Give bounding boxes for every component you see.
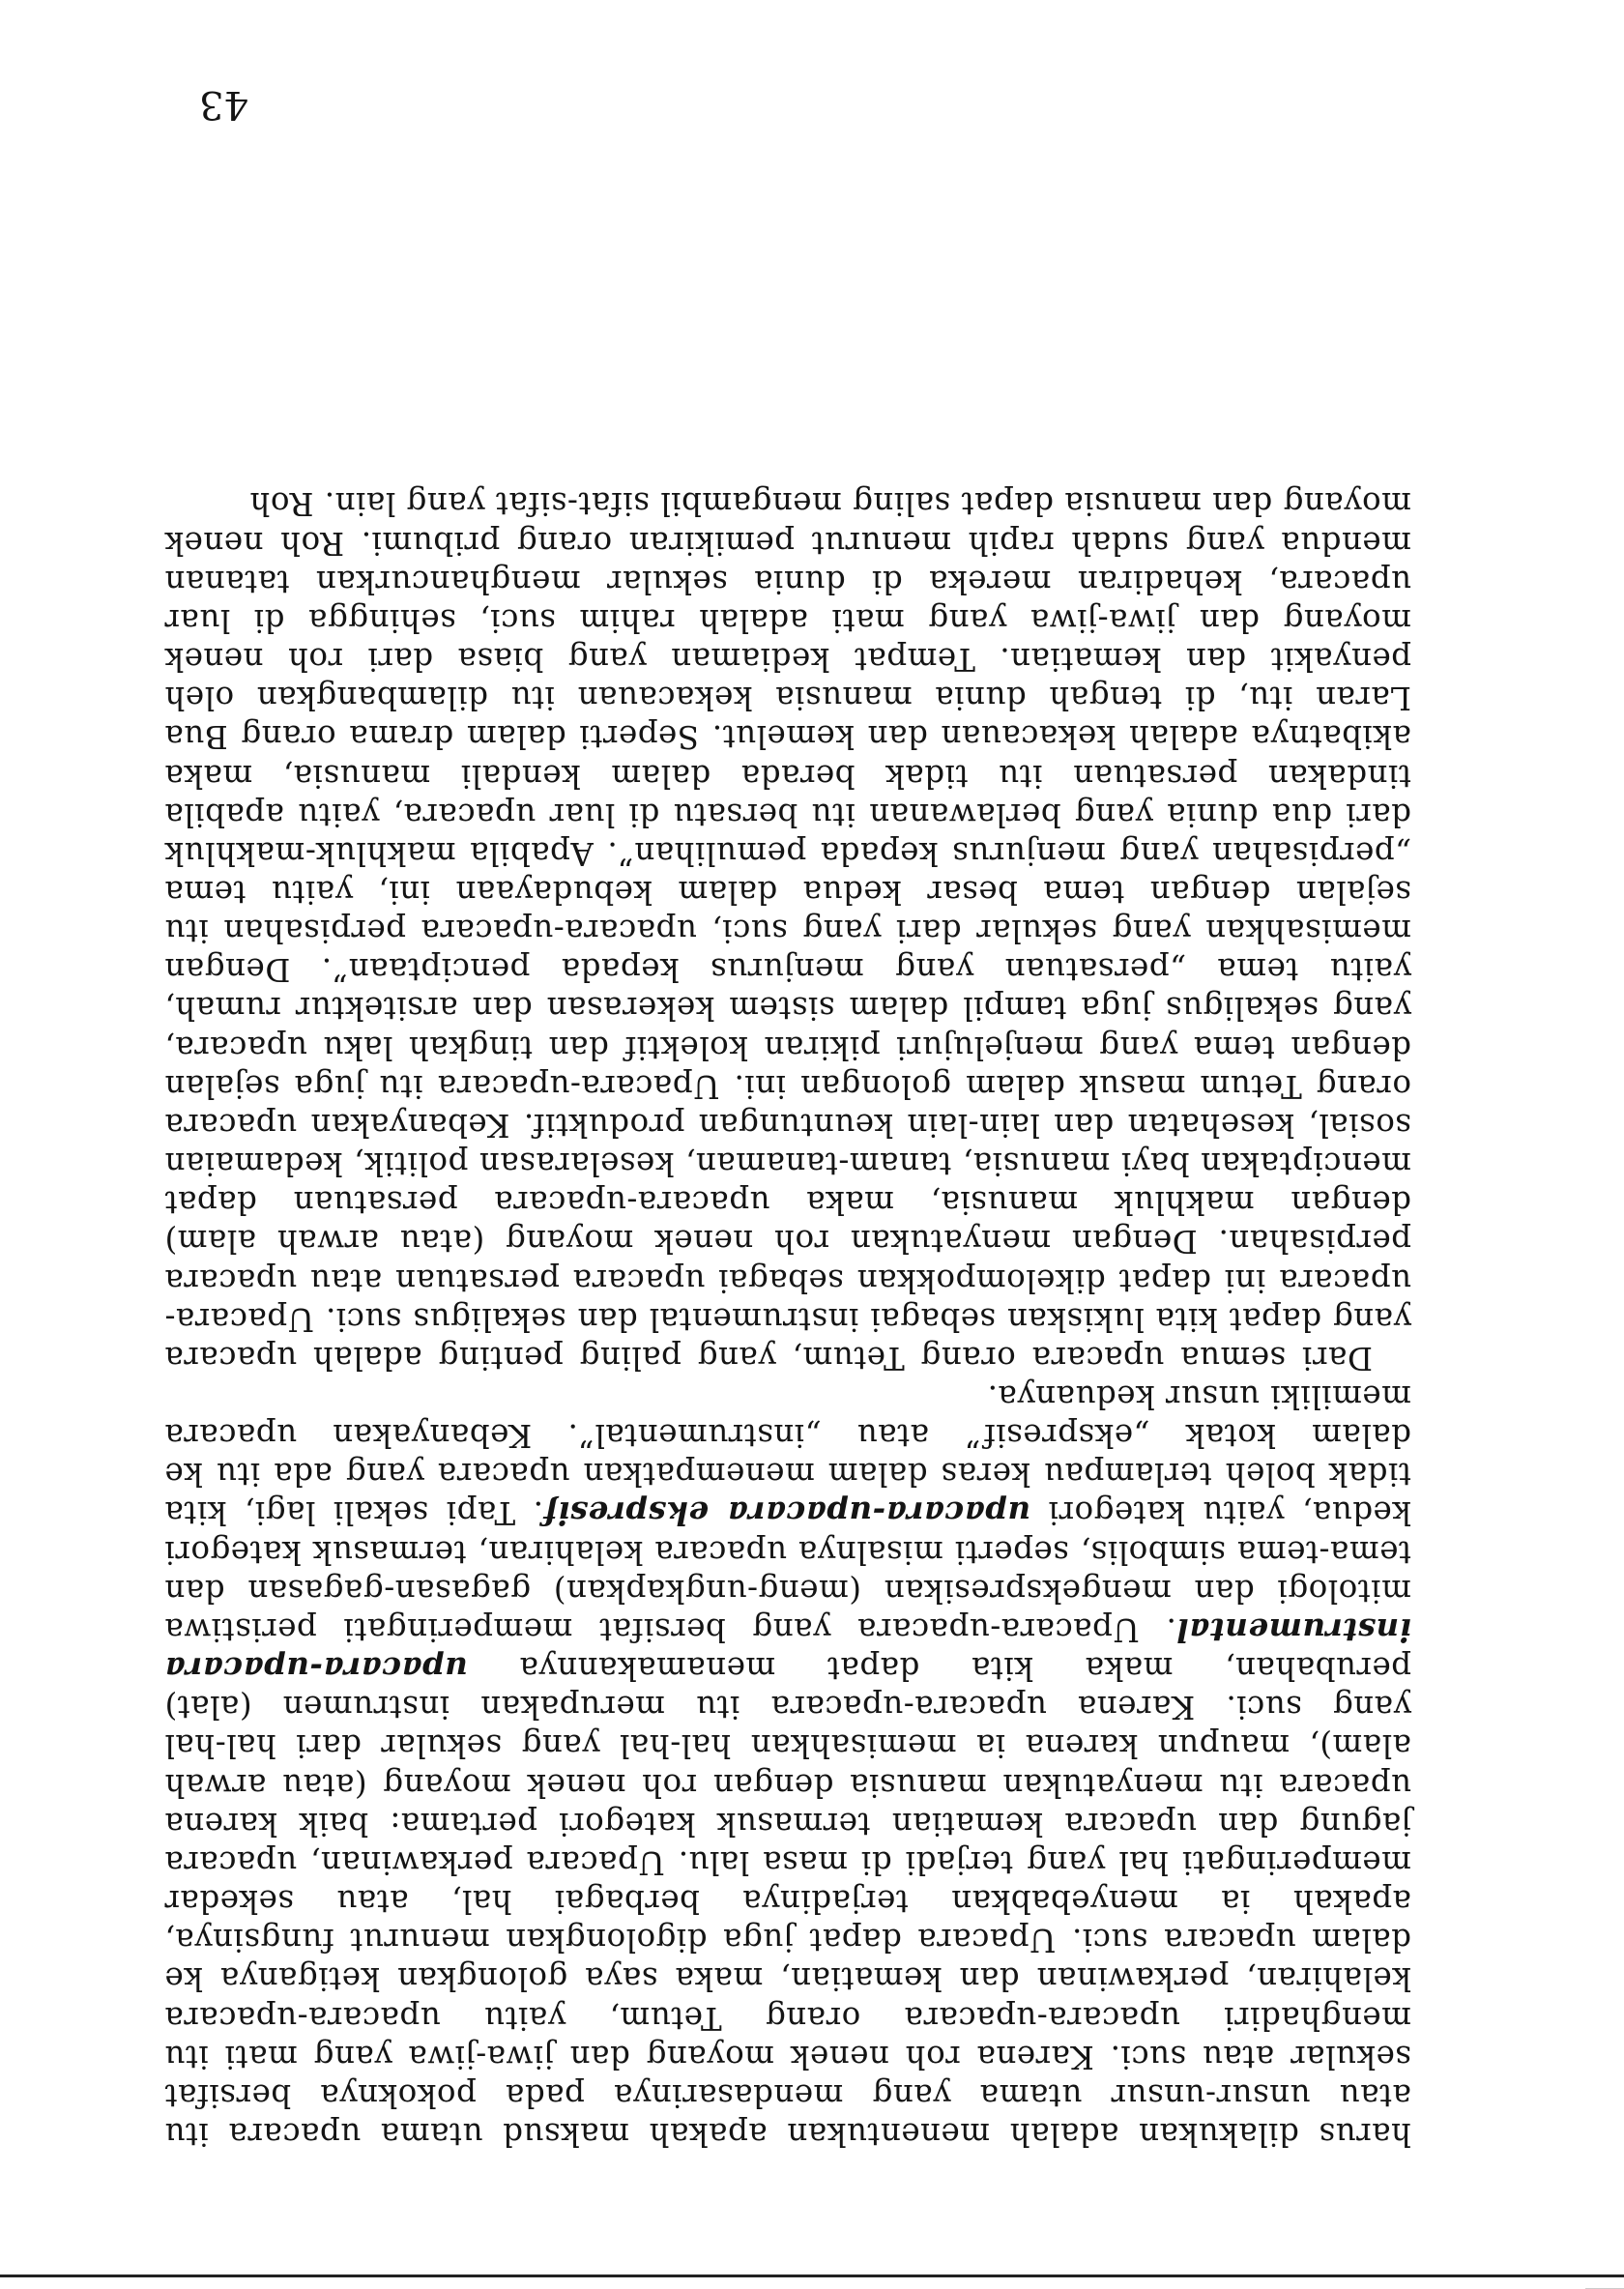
paragraph-1 (164, 1377, 1411, 2154)
paragraph-2: Dari semua upacara orang Tetum, yang paling penting adalah upacara yang dapat kita lukiskan sebagai instrumental dan sekaligus suci. Upacara-upacara ini dapat dikelompokkan sebagai upacara persatuan atau upacara perpisahan. Dengan menyatukan roh nenek moyang (atau arwah alam) dengan makhluk manusia, maka upacara-upacara persatuan dapat menciptakan bayi manusia, tanam-tanaman, keselarasan politik, kedamaian sosial, kesehatan dan lain-lain keuntungan produktif. Kebanyakan upacara orang Tetum masuk dalam golongan ini. Upacara-upacara itu juga sejalan dengan tema yang menjelujuri pikiran kolektif dan tingkah laku upacara, yang sekaligus juga tampil dalam sistem kekerasan dan arsitektur rumah, yaitu tema „persatuan yang menjurus kepada penciptaan”. Dengan memisahkan yang sekular dari yang suci, upacara-upacara perpisahan itu sejalan dengan tema besar kedua dalam kebudayaan ini, yaitu tema „perpisahan yang menjurus kepada pemulihan”. Apabila makhluk-makhluk dari dua dunia yang berlawanan itu bersatu di luar upacara, yaitu apabila tindakan persatuan itu tidak berada dalam kendali manusia, maka akibatnya adalah kekacauan dan kemelut. Seperti dalam drama orang Bua Laran itu, di tengah dunia manusia kekacauan itu dilambangkan oleh penyakit dan kematian. Tempat kediaman yang biasa dari roh nenek moyang dan jiwa-jiwa yang mati adalah rahim suci, sehingga di luar upacara, kehadiran mereka di dunia sekular menghancurkan tatanan mendua yang sudah rapih menurut pemikiran orang pribumi. Roh nenek moyang dan manusia dapat saling mengambil sifat-sifat yang lain. Roh (164, 485, 1411, 1376)
scan-edge-line (0, 2275, 1624, 2277)
paragraph-1-part-3: . Tapi sekali lagi, kita tidak boleh terlampau keras dalam menempatkan upacara yang ada itu ke dalam kotak „ekspresif” atau „instrumental”. Kebanyakan upacara memiliki unsur keduanya. (163, 1378, 1411, 1532)
paragraph-1-part-2: . Upacara-upacara yang bersifat memperingati peristiwa mitologi dan mengekspresikan (meng-ungkapkan) gagasan-gagasan dan tema-tema simbolis, seperti misalnya upacara kelahiran, termasuk kategori kedua, yaitu kategori (164, 1494, 1411, 1648)
paragraph-1-part-1: harus dilakukan adalah menentukan apakah maksud utama upacara itu atau unsur-unsur utama yang mendasarinya pada pokoknya bersifat sekular atau suci. Karena roh nenek moyang dan jiwa-jiwa yang mati itu menghadiri upacara-upacara orang Tetum, yaitu upacara-upacara kelahiran, perkawinan dan kematian, maka saya golongkan ketiganya ke dalam upacara suci. Upacara dapat juga digolongkan menurut fungsinya, apakah ia menyebabkan terjadinya berbagai hal, atau sekedar memperingati hal yang terjadi di masa lalu. Upacara perkawinan, upacara jagung dan upacara kematian termasuk kategori pertama: baik karena upacara itu menyatukan manusia dengan roh nenek moyang (atau arwah alam), maupun karena ia memisahkan hal-hal yang sekular dari hal-hal yang suci. Karena upacara-upacara itu merupakan instrumen (alat) perubahan, maka kita dapat menamakannya (164, 1650, 1411, 2153)
body-text (164, 484, 1411, 2154)
page-number: 43 (199, 82, 248, 127)
term-ekspresif: upacara-upacara ekspresif (542, 1494, 1031, 1533)
term-instrumental: upacara-upacara instrumental (164, 1610, 1411, 1689)
